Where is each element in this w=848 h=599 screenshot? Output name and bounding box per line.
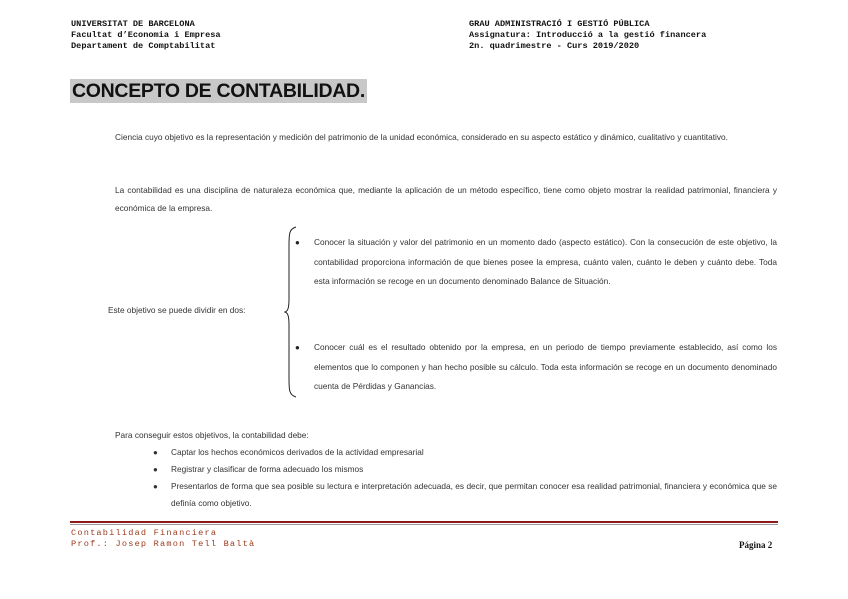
page-title: CONCEPTO DE CONTABILIDAD. [72, 80, 365, 102]
footer-left [71, 528, 255, 550]
bullet-icon: ● [295, 238, 300, 247]
goals-list [153, 444, 777, 512]
bullet-icon: ● [153, 482, 158, 491]
objective-dynamic: Conocer cuál es el resultado obtenido por la empresa, en un periodo de tiempo previamente establecido, así como los elementos que lo componen y han hecho posible su cálculo. Toda esta información se recoge en un documento denominado cuenta de Pérdidas y Ganancias. [314, 342, 777, 391]
degree-name: GRAU ADMINISTRACIÓ I GESTIÓ PÚBLICA [469, 19, 650, 29]
list-item [153, 461, 777, 478]
objective-static: Conocer la situación y valor del patrimonio en un momento dado (aspecto estático). Con la consecución de este objetivo, la contabilidad proporciona información de que bienes posee la empresa, cuánto valen, cuánto le deben y cuánto debe. Toda esta información se recoge en un documento denominado Balance de Situación. [314, 237, 777, 286]
footer-subject: Contabilidad Financiera [71, 528, 218, 538]
split-label: Este objetivo se puede dividir en dos: [108, 305, 246, 315]
header-left [71, 19, 221, 52]
list-item [153, 444, 777, 461]
faculty-name: Facultat d’Economia i Empresa [71, 30, 221, 40]
course-name: Assignatura: Introducció a la gestió financera [469, 30, 707, 40]
university-name: UNIVERSITAT DE BARCELONA [71, 19, 195, 29]
footer-rule-thin [70, 524, 778, 525]
department-name: Departament de Comptabilitat [71, 41, 216, 51]
bullet-icon: ● [295, 343, 300, 352]
list-item-text: Registrar y clasificar de forma adecuado los mismos [171, 464, 364, 474]
definition-paragraph: Ciencia cuyo objetivo es la representación y medición del patrimonio de la unidad económica, considerado en su aspecto estático y dinámico, cualitativo y cuantitativo. [115, 132, 728, 142]
list-item-text: Captar los hechos económicos derivados de la actividad empresarial [171, 447, 424, 457]
discipline-paragraph: La contabilidad es una disciplina de naturaleza económica que, mediante la aplicación de un método específico, tiene como objeto mostrar la realidad patrimonial, financiera y económica de la empresa. [115, 185, 777, 213]
footer-professor: Prof.: Josep Ramon Tell Baltà [71, 539, 256, 549]
list-item [153, 478, 777, 512]
list-item-text: Presentarlos de forma que sea posible su lectura e interpretación adecuada, es decir, que permitan conocer esa realidad patrimonial, financiera y económica que se definía como objetivo. [171, 481, 777, 508]
term-info: 2n. quadrimestre - Curs 2019/2020 [469, 41, 640, 51]
page-number: Página 2 [739, 540, 773, 550]
header-right [469, 19, 706, 52]
footer-rule [70, 521, 778, 523]
bullet-icon: ● [153, 465, 158, 474]
goals-intro: Para conseguir estos objetivos, la contabilidad debe: [115, 430, 309, 440]
bullet-icon: ● [153, 448, 158, 457]
